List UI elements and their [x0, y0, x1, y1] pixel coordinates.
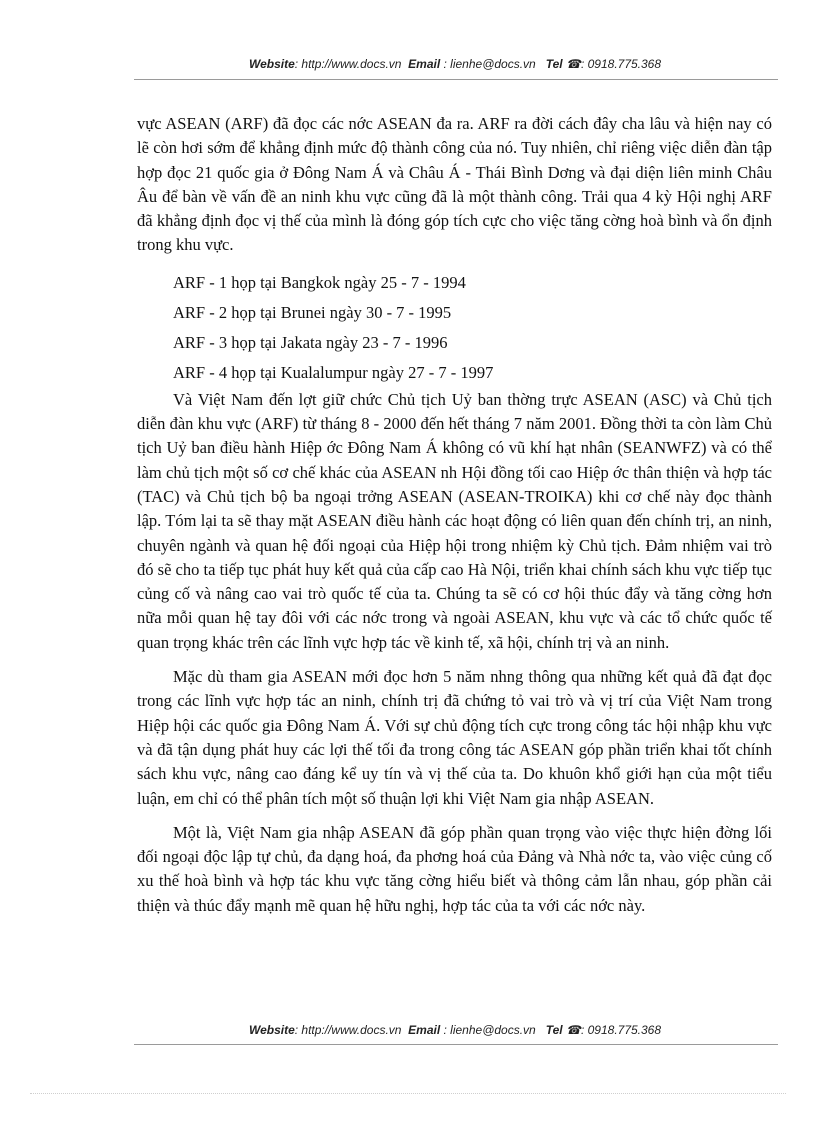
- page-header: [132, 57, 778, 71]
- footer-tel-value: : 0918.775.368: [580, 1023, 662, 1037]
- paragraph-first-advantage: Một là, Việt Nam gia nhập ASEAN đã góp phần quan trọng vào việc thực hiện đờng lối đối ngoại độc lập tự chủ, đa dạng hoá, đa phơng hoá của Đảng và Nhà nớc ta, vào việc củng cố xu thế hoà bình và hợp tác khu vực tăng cờng hiểu biết và thông cảm lẫn nhau, góp phần cải thiện và thúc đẩy mạnh mẽ quan hệ hữu nghị, hợp tác của ta với các nớc này.: [137, 822, 772, 915]
- arf-meeting-list: [137, 268, 772, 388]
- phone-icon: ☎: [566, 1023, 581, 1037]
- list-item: ARF - 1 họp tại Bangkok ngày 25 - 7 - 1994: [173, 272, 466, 292]
- header-tel-label: Tel: [545, 57, 563, 71]
- document-body: [137, 112, 772, 918]
- paragraph-vietnam-role: Mặc dù tham gia ASEAN mới đọc hơn 5 năm nhng thông qua những kết quả đã đạt đọc trong các lĩnh vực hợp tác an ninh, chính trị đã chứng tỏ vai trò và vị trí của Việt Nam trong Hiệp hội các quốc gia Đông Nam Á. Với sự chủ động tích cực trong công tác hội nhập khu vực và đã tận dụng phát huy các lợi thế tối đa trong công tác ASEAN góp phần triển khai tốt chính sách khu vực, nâng cao đáng kể uy tín và vị thế của ta. Do khuôn khổ giới hạn của một tiểu luận, em chỉ có thể phân tích một số thuận lợi khi Việt Nam gia nhập ASEAN.: [137, 667, 772, 808]
- header-website-link[interactable]: : http://www.docs.vn: [294, 57, 402, 71]
- header-divider: [134, 79, 778, 80]
- footer-email-label: Email: [408, 1023, 441, 1037]
- page-bottom-border: [30, 1093, 786, 1094]
- paragraph-arf-intro: vực ASEAN (ARF) đã đọc các nớc ASEAN đa ra. ARF ra đời cách đây cha lâu và hiện nay có lẽ còn hơi sớm để khẳng định mức độ thành công của nó. Tuy nhiên, chỉ riêng việc diễn đàn tập hợp đọc 21 quốc gia ở Đông Nam Á và Châu Á - Thái Bình Dơng và đại diện liên minh Châu Âu để bàn về vấn đề an ninh khu vực cũng đã là một thành công. Trải qua 4 kỳ Hội nghị ARF đã khẳng định đọc vị thế của mình là đóng góp tích cực cho việc tăng cờng hoà bình và ổn định trong khu vực.: [137, 114, 772, 255]
- footer-website-label: Website: [248, 1023, 295, 1037]
- paragraph-vietnam-chair: Và Việt Nam đến lợt giữ chức Chủ tịch Uỷ ban thờng trực ASEAN (ASC) và Chủ tịch diễn đàn khu vực (ARF) từ tháng 8 - 2000 đến hết tháng 7 năm 2001. Đồng thời ta còn làm Chủ tịch Uỷ ban điều hành Hiệp ớc Đông Nam Á không có vũ khí hạt nhân (SEANWFZ) và có thể làm chủ tịch một số cơ chế khác của ASEAN nh Hội đồng tối cao Hiệp ớc thân thiện và hợp tác (TAC) và Chủ tịch bộ ba ngoại trởng ASEAN (ASEAN-TROIKA) khi cơ chế này đọc thành lập. Tóm lại ta sẽ thay mặt ASEAN điều hành các hoạt động có liên quan đến chính trị, an ninh, chuyên ngành và quan hệ đối ngoại của Hiệp hội trong nhiệm kỳ Chủ tịch. Đảm nhiệm vai trò đó sẽ cho ta tiếp tục phát huy kết quả của cấp cao Hà Nội, triển khai chính sách khu vực tiếp tục củng cố và nâng cao vai trò quốc tế của ta. Chúng ta sẽ có cơ hội thúc đẩy và tăng cờng hơn nữa mỗi quan hệ tay đôi với các nớc trong và ngoài ASEAN, khu vực và các tổ chức quốc tế quan trọng khác trên các lĩnh vực hợp tác về kinh tế, xã hội, chính trị và an ninh.: [137, 389, 772, 652]
- header-tel-value: : 0918.775.368: [580, 57, 662, 71]
- header-email-label: Email: [408, 57, 441, 71]
- header-website-label: Website: [248, 57, 295, 71]
- footer-divider: [134, 1044, 778, 1045]
- list-item: ARF - 2 họp tại Brunei ngày 30 - 7 - 1995: [173, 302, 452, 322]
- phone-icon: ☎: [566, 57, 581, 71]
- footer-website-link[interactable]: : http://www.docs.vn: [294, 1023, 402, 1037]
- footer-tel-label: Tel: [545, 1023, 563, 1037]
- list-item: ARF - 4 họp tại Kualalumpur ngày 27 - 7 - 1997: [173, 362, 494, 382]
- list-item: ARF - 3 họp tại Jakata ngày 23 - 7 - 1996: [173, 332, 448, 352]
- page-footer: [132, 1023, 778, 1037]
- footer-email-link[interactable]: : lienhe@docs.vn: [443, 1023, 536, 1037]
- header-email-link[interactable]: : lienhe@docs.vn: [443, 57, 536, 71]
